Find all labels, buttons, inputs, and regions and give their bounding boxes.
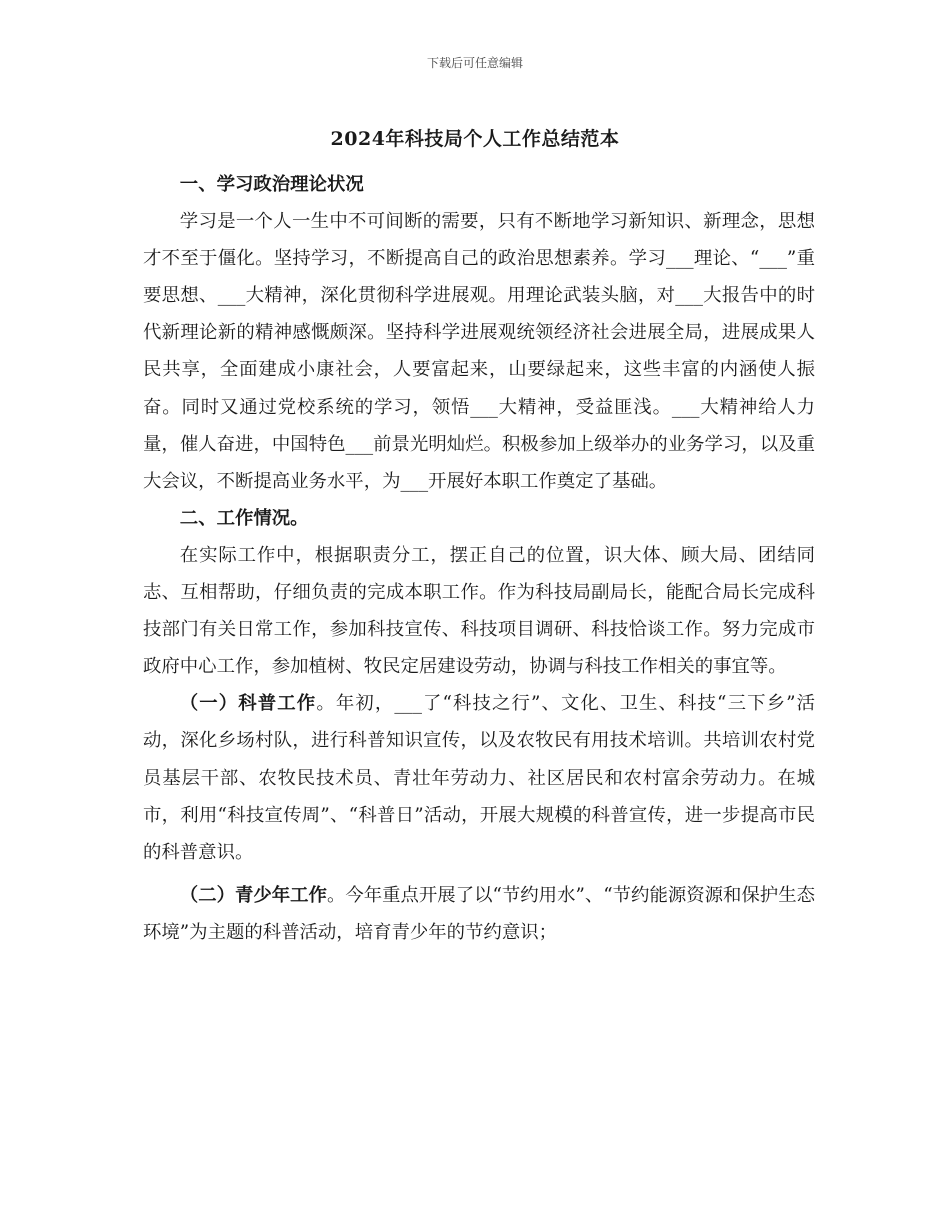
document-title: 2024年科技局个人工作总结范本 — [330, 128, 620, 150]
section-1-paragraph: 学习是一个人一生中不可间断的需要，只有不断地学习新知识、新理念，思想才不至于僵化。坚持学习，不断提高自己的政治思想素养。学习___理论、“___”重要思想、___大精神，深化贯彻科学进展观。用理论武装头脑，对___大报告中的时代新理论新的精神感慨颇深。坚持科学进展观统领经济社会进展全局，进展成果人民共享，全面建成小康社会，人要富起来，山要绿起来，这些丰富的内涵使人振奋。同时又通过党校系统的学习，领悟___大精神，受益匪浅。___大精神给人力量，催人奋进，中国特色___前景光明灿烂。积极参加上级举办的业务学习，以及重大会议，不断提高业务水平，为___开展好本职工作奠定了基础。 — [143, 211, 815, 492]
section-2-paragraph: 在实际工作中，根据职责分工，摆正自己的位置，识大体、顾大局、团结同志、互相帮助，仔细负责的完成本职工作。作为科技局副局长，能配合局长完成科技部门有关日常工作，参加科技宣传、科技项目调研、科技恰谈工作。努力完成市政府中心工作，参加植树、牧民定居建设劳动，协调与科技工作相关的事宜等。 — [143, 544, 815, 678]
section-2-heading: 二、工作情况。 — [179, 507, 309, 529]
section-1-heading: 一、学习政治理论状况 — [179, 174, 364, 195]
document-body — [143, 166, 815, 951]
subsection-2-paragraph — [143, 877, 815, 951]
subsection-2-label: （二）青少年工作 — [179, 884, 327, 906]
download-note: 下载后可任意编辑 — [426, 56, 523, 70]
subsection-2-text: 。今年重点开展了以“节约用水”、“节约能源资源和保护生态环境”为主题的科普活动，培育青少年的节约意识； — [143, 884, 815, 943]
subsection-1-label: （一）科普工作 — [179, 693, 317, 715]
subsection-1-paragraph — [143, 685, 815, 870]
subsection-1-text: 。年初，___了“科技之行”、文化、卫生、科技“三下乡”活动，深化乡场村队，进行科普知识宣传，以及农牧民有用技术培训。共培训农村党员基层干部、农牧民技术员、青壮年劳动力、社区居民和农村富余劳动力。在城市，利用“科技宣传周”、“科普日”活动，开展大规模的科普宣传，进一步提高市民的科普意识。 — [143, 693, 815, 863]
